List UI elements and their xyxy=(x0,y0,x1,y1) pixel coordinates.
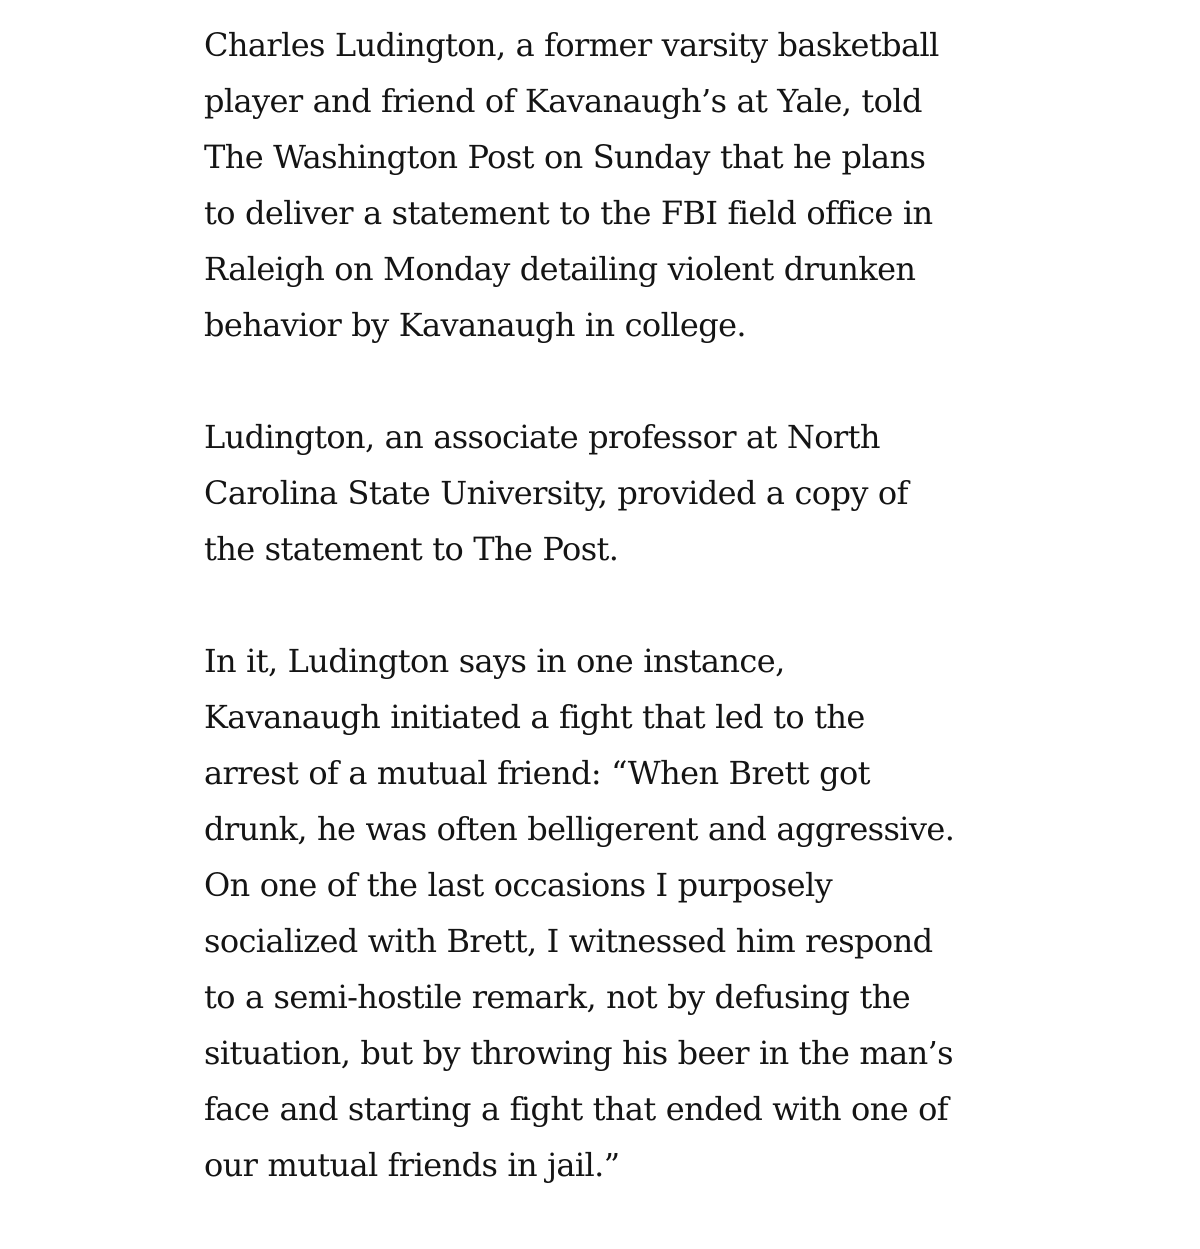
text-line: drunk, he was often belligerent and aggressive. xyxy=(204,810,955,848)
text-line: the statement to The Post. xyxy=(204,530,619,568)
text-line: situation, but by throwing his beer in the man’s xyxy=(204,1034,953,1072)
text-line: Ludington, an associate professor at North xyxy=(204,418,880,456)
paragraph-3 xyxy=(204,633,1024,1193)
text-line: On one of the last occasions I purposely xyxy=(204,866,833,904)
text-line: Carolina State University, provided a copy of xyxy=(204,474,908,512)
text-line: behavior by Kavanaugh in college. xyxy=(204,306,746,344)
text-line: our mutual friends in jail.” xyxy=(204,1146,620,1184)
text-line: Kavanaugh initiated a fight that led to the xyxy=(204,698,865,736)
text-line: In it, Ludington says in one instance, xyxy=(204,642,785,680)
text-line: player and friend of Kavanaugh’s at Yale, told xyxy=(204,82,922,120)
text-line: face and starting a fight that ended with one of xyxy=(204,1090,949,1128)
paragraph-2 xyxy=(204,409,1024,577)
text-line: socialized with Brett, I witnessed him respond xyxy=(204,922,933,960)
text-line: Raleigh on Monday detailing violent drunken xyxy=(204,250,916,288)
text-line: arrest of a mutual friend: “When Brett got xyxy=(204,754,870,792)
article-body xyxy=(204,17,1024,1249)
text-line: Charles Ludington, a former varsity basketball xyxy=(204,26,939,64)
text-line: to deliver a statement to the FBI field office in xyxy=(204,194,933,232)
text-line: The Washington Post on Sunday that he plans xyxy=(204,138,926,176)
paragraph-1 xyxy=(204,17,1024,353)
text-line: to a semi-hostile remark, not by defusing the xyxy=(204,978,911,1016)
